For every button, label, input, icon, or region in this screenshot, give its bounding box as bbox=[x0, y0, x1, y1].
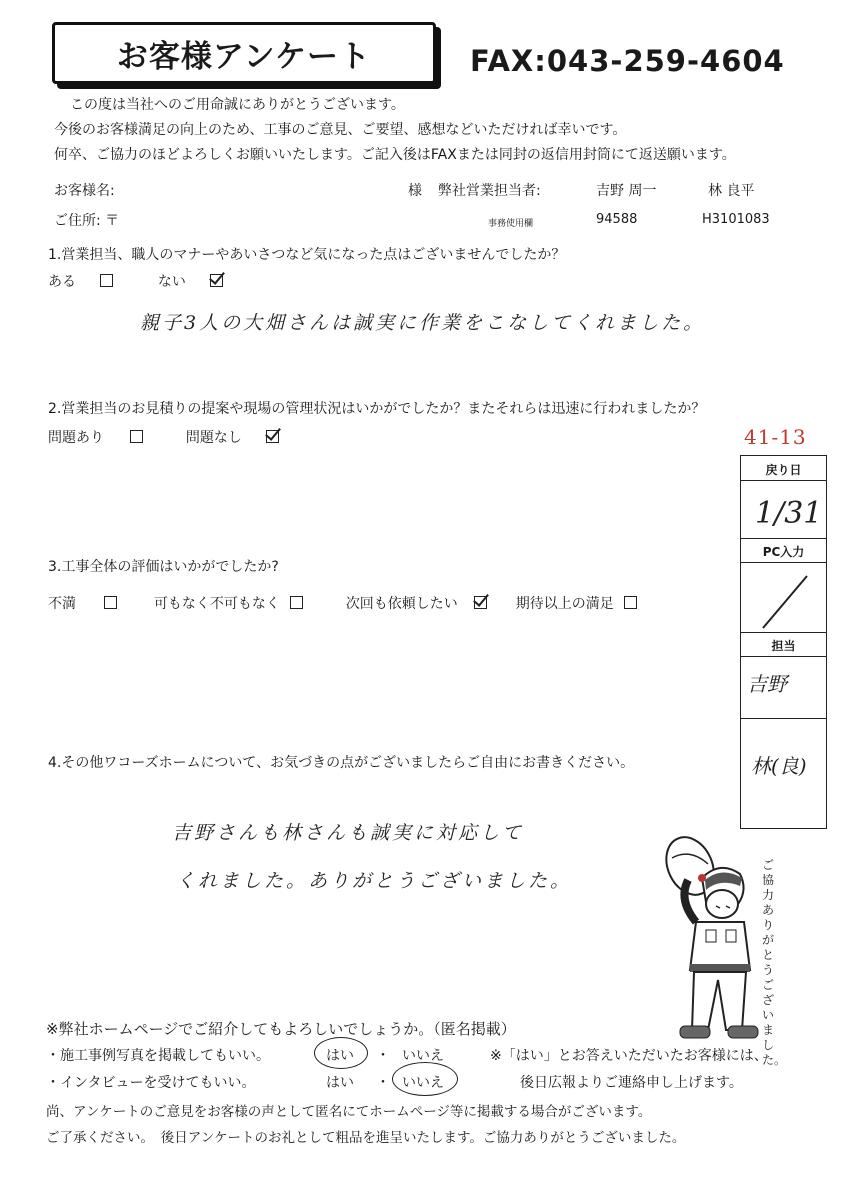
q3-opt1-label: 不満 bbox=[48, 596, 76, 612]
intro-line-3: 何卒、ご協力のほどよろしくお願いいたします。ご記入後はFAXまたは同封の返信用封筒にて返送願います。 bbox=[54, 147, 736, 163]
q1-yes-checkbox[interactable] bbox=[100, 274, 113, 287]
return-date-label: 戻り日 bbox=[765, 463, 802, 477]
office-use-label: 事務使用欄 bbox=[488, 219, 534, 229]
staff-label: 弊社営業担当者: bbox=[438, 183, 541, 199]
q2-no-checkbox[interactable] bbox=[266, 430, 279, 443]
q2-question: 2.営業担当のお見積りの提案や現場の管理状況はいかがでしたか？またそれらは迅速に行われましたか？ bbox=[48, 401, 706, 417]
q2-yes-label: 問題あり bbox=[48, 430, 104, 446]
row2-no[interactable]: いいえ bbox=[402, 1075, 444, 1091]
person-in-charge-2: 林(良) bbox=[751, 754, 807, 778]
person-in-charge-label: 担当 bbox=[771, 639, 796, 653]
staff-name-2: 林 良平 bbox=[708, 183, 755, 199]
staff-name-1: 吉野 周一 bbox=[596, 183, 657, 199]
q3-opt4-label: 期待以上の満足 bbox=[515, 596, 614, 612]
row1-yes[interactable]: はい bbox=[326, 1048, 354, 1064]
q2-yes-checkbox[interactable] bbox=[130, 430, 143, 443]
q1-handwritten-answer: 親子3人の大畑さんは誠実に作業をこなしてくれました。 bbox=[140, 312, 706, 334]
homepage-row-1: ・施工事例写真を掲載してもいい。 bbox=[46, 1048, 270, 1064]
intro-line-2: 今後のお客様満足の向上のため、工事のご意見、ご要望、感想などいただければ幸いです。 bbox=[54, 122, 627, 138]
q3-opt2-label: 可もなく不可もなく bbox=[153, 596, 280, 612]
q1-no-checkbox[interactable] bbox=[210, 274, 223, 287]
address-label: ご住所: 〒 bbox=[54, 213, 120, 229]
q1-options bbox=[48, 271, 223, 291]
q4-question: 4.その他ワコーズホームについて、お気づきの点がございましたらご自由にお書きください。 bbox=[48, 755, 635, 771]
homepage-heading: ※弊社ホームページでご紹介してもよろしいでしょうか。（匿名掲載） bbox=[46, 1020, 516, 1038]
customer-name-label: お客様名: bbox=[54, 183, 115, 199]
survey-title: お客様アンケート bbox=[116, 38, 372, 75]
q1-no-label: ない bbox=[157, 274, 186, 290]
office-use-box bbox=[740, 455, 827, 829]
row1-yes-circle-mark bbox=[314, 1037, 368, 1069]
row1-dot: ・ bbox=[376, 1048, 390, 1064]
homepage-note-1: ※「はい」とお答えいただいたお客様には、 bbox=[490, 1048, 768, 1064]
q4-handwritten-line-2: くれました。ありがとうございました。 bbox=[176, 870, 573, 892]
office-number: 94588 bbox=[596, 212, 638, 227]
q3-opt3-label: 次回も依頼したい bbox=[345, 596, 458, 612]
person-in-charge-1: 吉野 bbox=[747, 672, 787, 696]
pc-input-label: PC入力 bbox=[762, 545, 805, 559]
homepage-note-2: 後日広報よりご連絡申し上げます。 bbox=[520, 1075, 743, 1091]
bowing-worker-illustration bbox=[650, 820, 770, 1050]
intro-line-1: この度は当社へのご用命誠にありがとうございます。 bbox=[70, 97, 405, 113]
fax-number: FAX:043-259-4604 bbox=[470, 44, 785, 78]
q3-opt1-checkbox[interactable] bbox=[104, 596, 117, 609]
q2-options bbox=[48, 427, 279, 447]
row2-yes[interactable]: はい bbox=[326, 1075, 354, 1091]
pc-input-slash-mark bbox=[759, 574, 809, 630]
survey-title-box bbox=[52, 22, 436, 84]
q3-question: 3.工事全体の評価はいかがでしたか? bbox=[48, 559, 279, 575]
office-stamp-number: 41-13 bbox=[744, 425, 807, 449]
row2-no-circle-mark bbox=[392, 1062, 458, 1096]
footer-line-2: ご了承ください。 後日アンケートのお礼として粗品を進呈いたします。ご協力ありがとうございました。 bbox=[46, 1130, 686, 1146]
q3-opt4-checkbox[interactable] bbox=[624, 596, 637, 609]
thanks-vertical-text: ご協力ありがとうございました。 bbox=[762, 858, 787, 1067]
q1-yes-label: ある bbox=[48, 274, 76, 290]
row2-dot: ・ bbox=[376, 1075, 390, 1091]
office-code: H3101083 bbox=[702, 212, 770, 227]
homepage-row-2: ・インタビューを受けてもいい。 bbox=[46, 1075, 256, 1091]
q3-opt3-checkbox[interactable] bbox=[474, 596, 487, 609]
row1-no[interactable]: いいえ bbox=[402, 1048, 444, 1064]
honorific: 様 bbox=[408, 183, 422, 199]
q2-no-label: 問題なし bbox=[185, 430, 242, 446]
q1-question: 1.営業担当、職人のマナーやあいさつなど気になった点はございませんでしたか？ bbox=[48, 247, 566, 263]
q4-handwritten-line-1: 吉野さんも林さんも誠実に対応して bbox=[172, 822, 525, 844]
q3-options bbox=[48, 593, 637, 613]
return-date-value: 1/31 bbox=[755, 496, 823, 531]
q3-opt2-checkbox[interactable] bbox=[290, 596, 303, 609]
footer-line-1: 尚、アンケートのご意見をお客様の声として匿名にてホームページ等に掲載する場合がございます。 bbox=[46, 1104, 652, 1120]
